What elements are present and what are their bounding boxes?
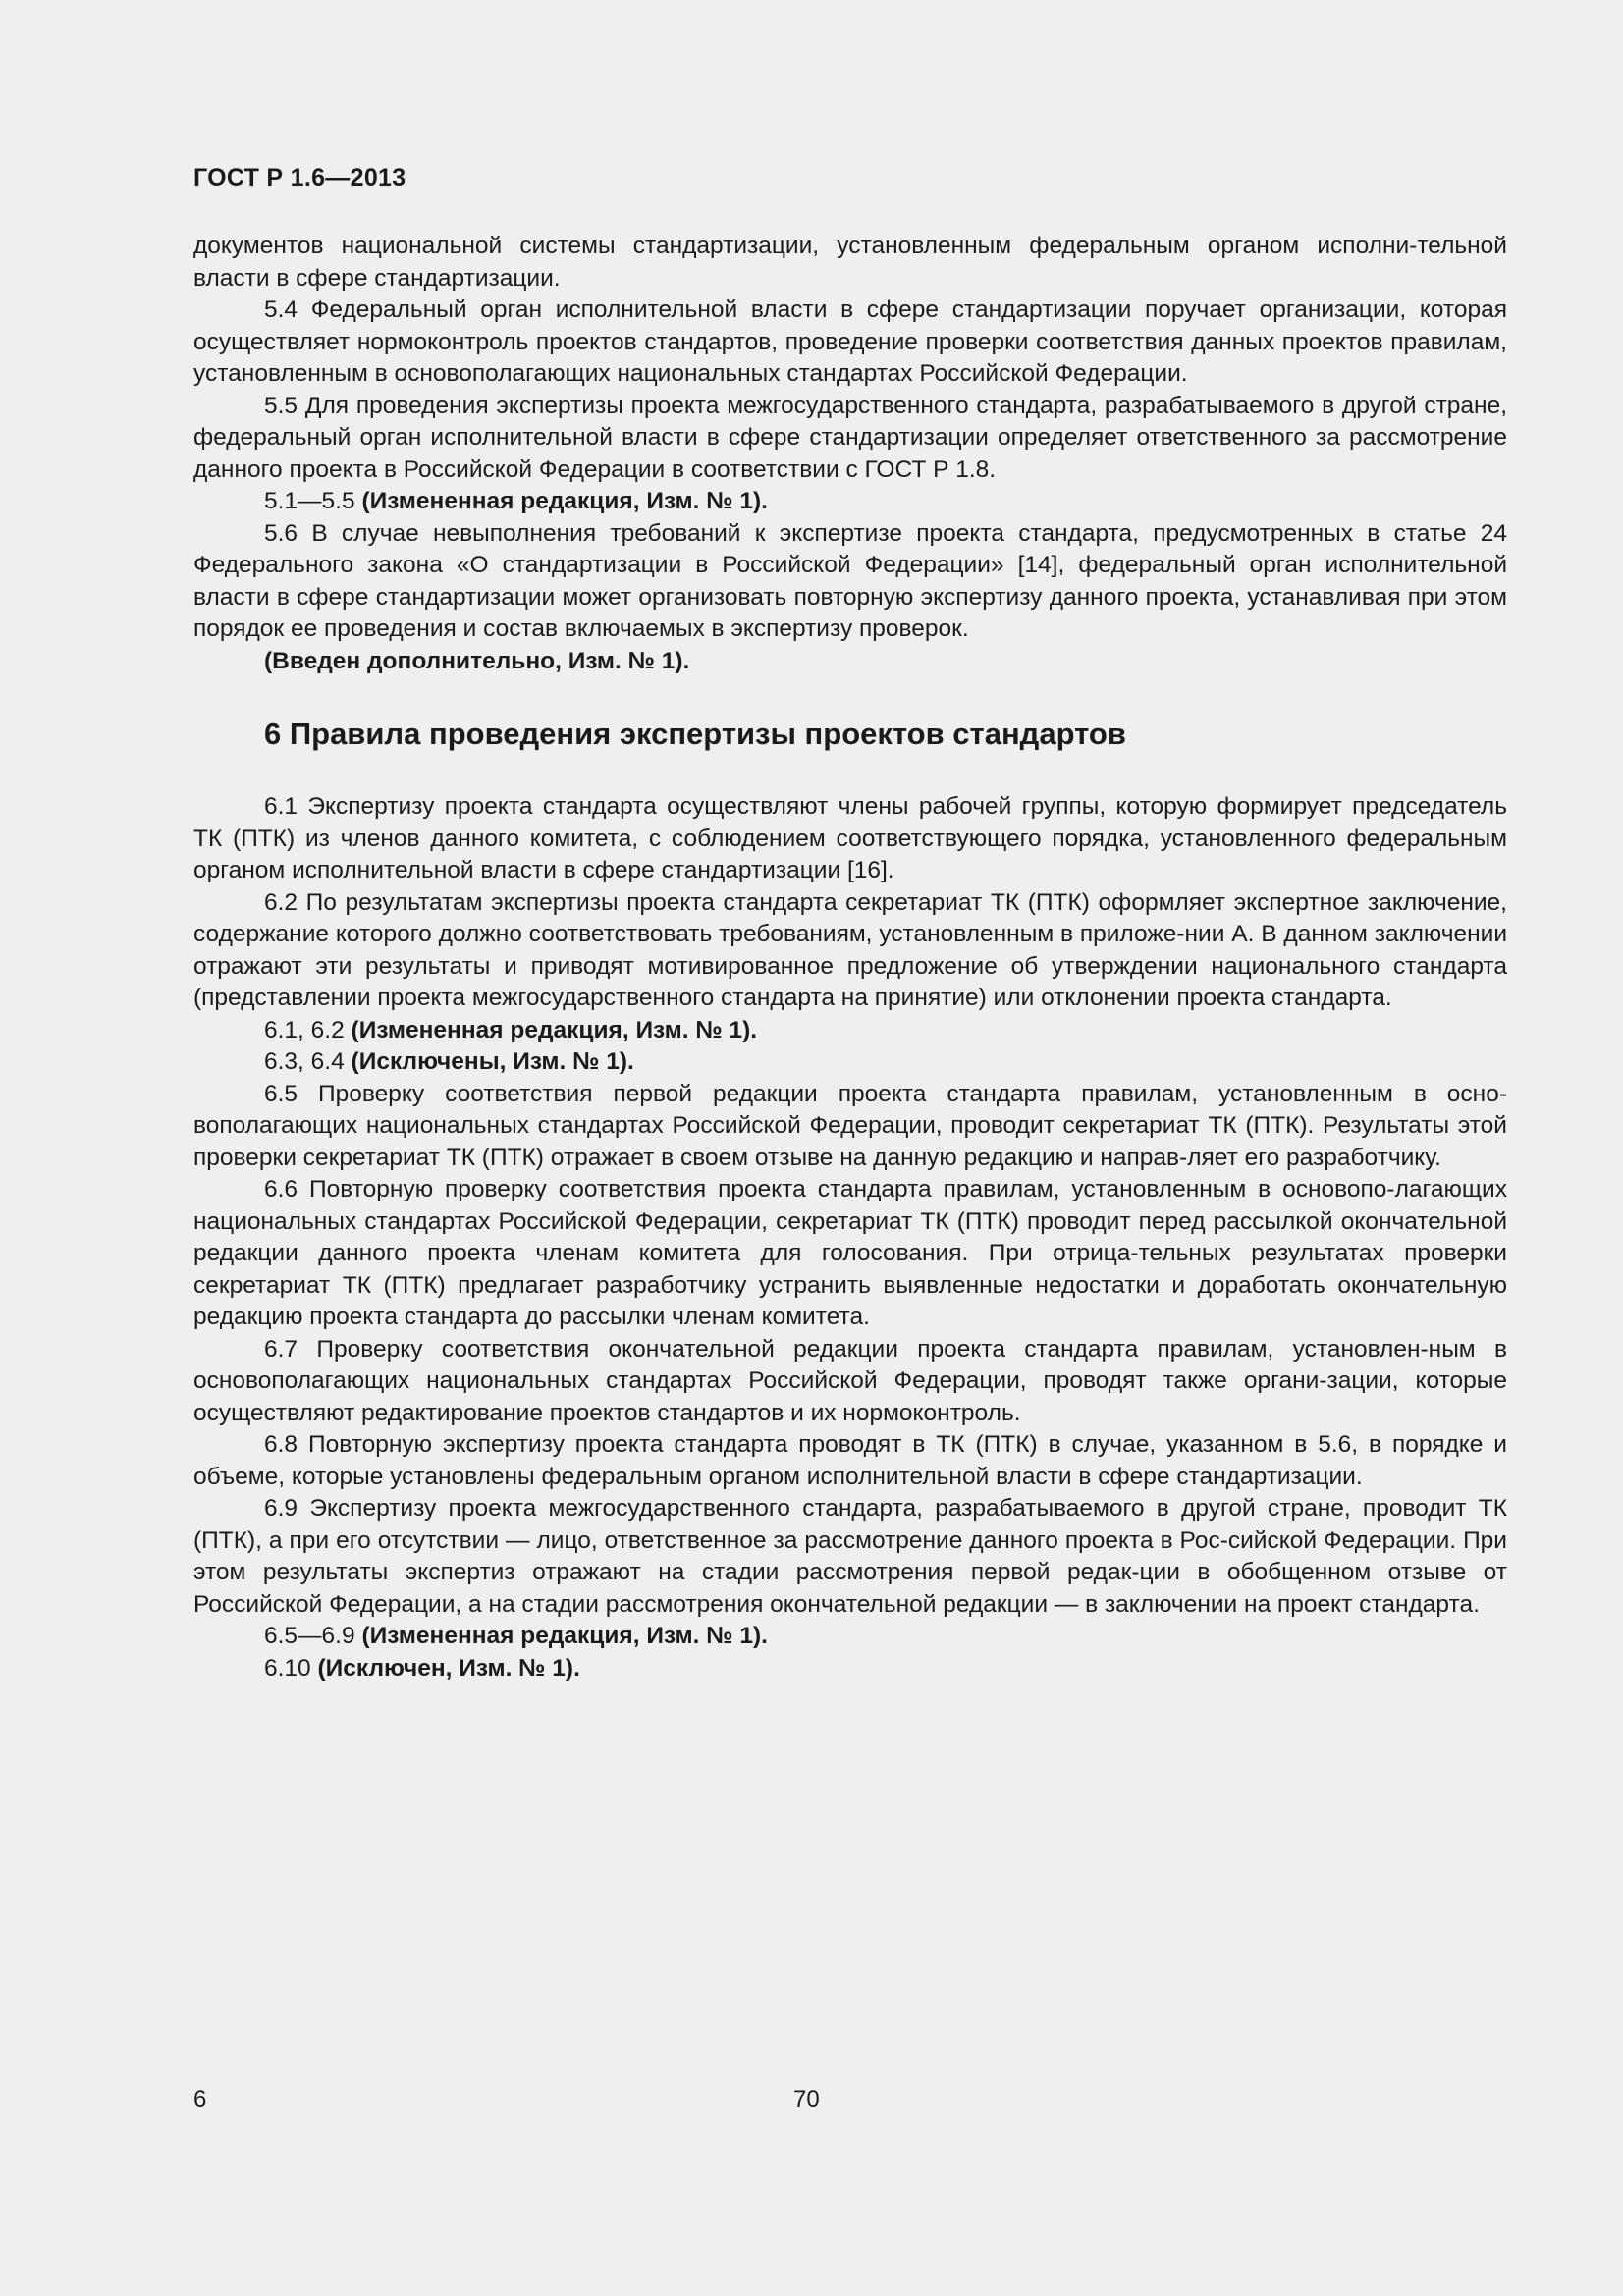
paragraph-6-7: 6.7 Проверку соответствия окончательной редакции проекта стандарта правилам, установлен-ным в основополагающих национальных стандартах Российской Федерации, проводят также органи-зации, которые осуществляют редактирование проектов стандартов и их нормоконтроль. [193, 1335, 1507, 1426]
paragraph-5-5: 5.5 Для проведения экспертизы проекта межгосударственного стандарта, разрабатываемого в другой стране, федеральный орган исполнительной власти в сфере стандартизации определяет ответственного за рассмотрение данного проекта в Российской Федерации в соответствии с ГОСТ Р 1.8. [193, 392, 1507, 483]
amendment-text: (Измененная редакция, Изм. № 1). [351, 1016, 758, 1043]
amendment-ref: 6.1, 6.2 [264, 1016, 352, 1043]
paragraph-continuation: документов национальной системы стандартизации, установленным федеральным органом исполни-тельной власти в сфере стандартизации. [193, 233, 1507, 292]
amendment-note-6-10 [193, 1653, 1507, 1685]
amendment-note-6-5-6-9 [193, 1621, 1507, 1653]
amendment-ref: 5.1—5.5 [264, 488, 362, 514]
document-body [193, 231, 1507, 1684]
amendment-text: (Измененная редакция, Изм. № 1). [361, 488, 768, 514]
amendment-note-5-1-5-5 [193, 486, 1507, 518]
amendment-note-6-3-6-4 [193, 1046, 1507, 1079]
amendment-text: (Исключен, Изм. № 1). [317, 1654, 580, 1682]
paragraph-6-5: 6.5 Проверку соответствия первой редакции проекта стандарта правилам, установленным в осно-вополагающих национальных стандартах Российской Федерации, проводит секретариат ТК (ПТК). Результаты этой проверки секретариат ТК (ПТК) отражает в своем отзыве на данную редакцию и направ-ляет его разработчику. [193, 1080, 1507, 1171]
paragraph-6-1: 6.1 Экспертизу проекта стандарта осуществляют члены рабочей группы, которую формирует председатель ТК (ПТК) из членов данного комитета, с соблюдением соответствующего порядка, установленного федеральным органом исполнительной власти в сфере стандартизации [16]. [193, 793, 1507, 883]
section-6-title: 6 Правила проведения экспертизы проектов стандартов [264, 717, 1126, 751]
amendment-text: (Измененная редакция, Изм. № 1). [361, 1623, 768, 1649]
amendment-ref: 6.10 [264, 1654, 318, 1682]
document-header: ГОСТ Р 1.6—2013 [193, 164, 406, 191]
amendment-note-6-1-6-2 [193, 1015, 1507, 1047]
amendment-text: (Введен дополнительно, Изм. № 1). [264, 647, 690, 674]
amendment-text: (Исключены, Изм. № 1). [351, 1048, 634, 1075]
paragraph-6-2: 6.2 По результатам экспертизы проекта стандарта секретариат ТК (ПТК) оформляет экспертное заключение, содержание которого должно соответствовать требованиям, установленным в приложе-нии А. В данном заключении отражают эти результаты и приводят мотивированное предложение об утверждении национального стандарта (представлении проекта межгосударственного стандарта на принятие) или отклонении проекта стандарта. [193, 888, 1507, 1011]
paragraph-6-6: 6.6 Повторную проверку соответствия проекта стандарта правилам, установленным в основопо-лагающих национальных стандартах Российской Федерации, секретариат ТК (ПТК) проводит перед рассылкой окончательной редакции данного проекта членам комитета для голосования. При отрица-тельных результатах проверки секретариат ТК (ПТК) предлагает разработчику устранить выявленные недостатки и доработать окончательную редакцию проекта стандарта до рассылки членам комитета. [193, 1176, 1507, 1330]
amendment-ref: 6.3, 6.4 [264, 1048, 352, 1075]
page-counter: 70 [793, 2086, 820, 2112]
amendment-note-vveden [193, 646, 1507, 678]
paragraph-6-8: 6.8 Повторную экспертизу проекта стандарта проводят в ТК (ПТК) в случае, указанном в 5.6, в порядке и объеме, которые установлены федеральным органом исполнительной власти в сфере стандартизации. [193, 1431, 1507, 1490]
paragraph-6-9: 6.9 Экспертизу проекта межгосударственного стандарта, разрабатываемого в другой стране, проводит ТК (ПТК), а при его отсутствии — лицо, ответственное за рассмотрение данного проекта в Рос-сийской Федерации. При этом результаты экспертиз отражают на стадии рассмотрения первой редак-ции в обобщенном отзыве от Российской Федерации, а на стадии рассмотрения окончательной редакции — в заключении на проект стандарта. [193, 1495, 1507, 1618]
amendment-ref: 6.5—6.9 [264, 1623, 362, 1649]
paragraph-5-4: 5.4 Федеральный орган исполнительной власти в сфере стандартизации поручает организации, которая осуществляет нормоконтроль проектов стандартов, проведение проверки соответствия данных проектов правилам, установленным в основополагающих национальных стандартах Российской Федерации. [193, 296, 1507, 387]
paragraph-5-6: 5.6 В случае невыполнения требований к экспертизе проекта стандарта, предусмотренных в статье 24 Федерального закона «О стандартизации в Российской Федерации» [14], федеральный орган исполнительной власти в сфере стандартизации может организовать повторную экспертизу данного проекта, устанавливая при этом порядок ее проведения и состав включаемых в экспертизу проверок. [193, 519, 1507, 642]
page-number: 6 [193, 2086, 207, 2112]
